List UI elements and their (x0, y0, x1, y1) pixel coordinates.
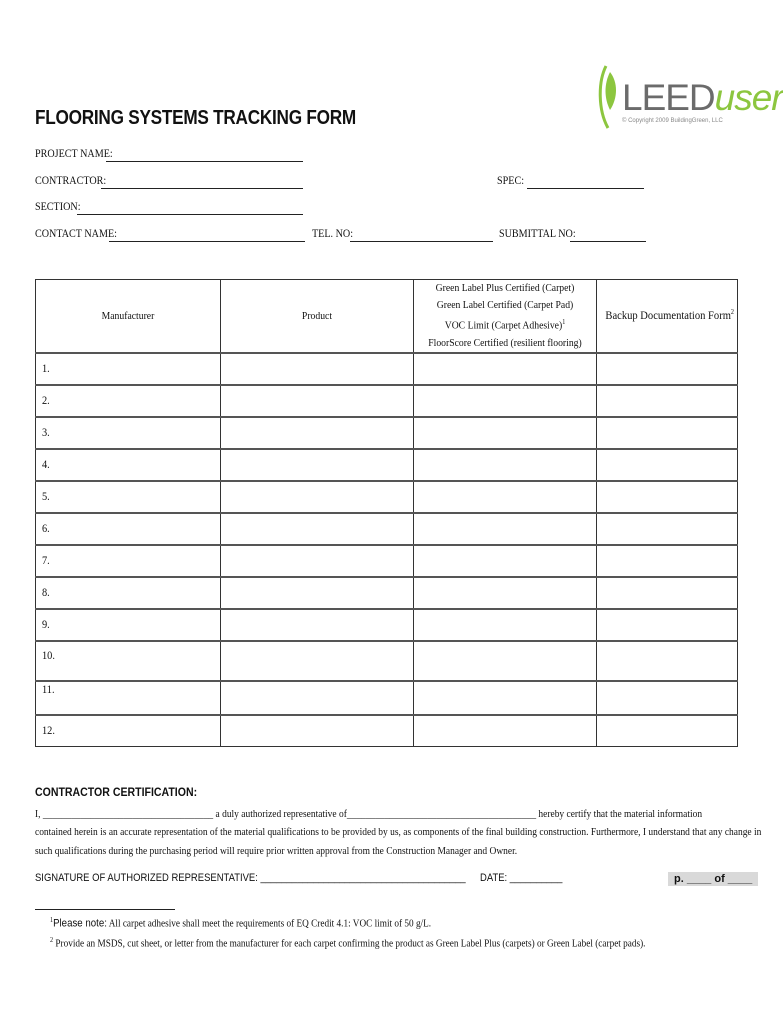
certification-heading: CONTRACTOR CERTIFICATION: (35, 785, 198, 799)
logo-brand-a: LEED (622, 77, 715, 118)
column-header-manufacturer: Manufacturer (36, 280, 221, 353)
contractor-label: CONTRACTOR: (35, 175, 107, 187)
contractor-field[interactable] (101, 188, 303, 189)
footnote-divider (35, 909, 175, 910)
date-field[interactable]: DATE: __________ (480, 872, 563, 884)
contact-name-field[interactable] (109, 241, 305, 242)
footnote-1: $^1$Please note: All carpet adhesive shall meet the requirements of EQ Credit 4.1: VOC limit of 50 g/L. (50, 916, 432, 930)
table-row: 4. (36, 449, 738, 481)
table-row: 5. (36, 481, 738, 513)
certification-line-2: contained herein is an accurate representation of the material qualifications to be provided by us, as components of the final building construction. Furthermore, I understand that any change in (35, 826, 762, 838)
table-row: 7. (36, 545, 738, 577)
table-row: 12. (36, 715, 738, 747)
spec-label: SPEC: (497, 175, 525, 187)
spec-field[interactable] (527, 188, 644, 189)
column-header-certification: Green Label Plus Certified (Carpet) Green Label Certified (Carpet Pad) VOC Limit (Carpet Adhesive)$^1$ FloorScore Certified (resilient flooring) (414, 280, 597, 353)
submittal-no-field[interactable] (570, 241, 646, 242)
column-header-backup-documentation: Backup Documentation Form$^2$ (597, 280, 738, 353)
project-name-label: PROJECT NAME: (35, 148, 113, 160)
table-row: 9. (36, 609, 738, 641)
certification-line-1: I, ____________________________________ a duly authorized representative of________________________________________ hereby certify that the material information (35, 808, 703, 820)
table-row: 10. (36, 641, 738, 681)
table-row: 2. (36, 385, 738, 417)
project-name-field[interactable] (106, 161, 303, 162)
section-label: SECTION: (35, 201, 81, 213)
tel-no-label: TEL. NO: (312, 228, 354, 240)
tel-no-field[interactable] (350, 241, 493, 242)
table-row: 3. (36, 417, 738, 449)
table-row: 6. (36, 513, 738, 545)
section-field[interactable] (77, 214, 303, 215)
submittal-no-label: SUBMITTAL NO: (499, 228, 576, 240)
logo-copyright: © Copyright 2009 BuildingGreen, LLC (622, 118, 723, 124)
table-row: 8. (36, 577, 738, 609)
signature-field[interactable]: SIGNATURE OF AUTHORIZED REPRESENTATIVE: _______________________________________ (35, 872, 466, 884)
footnote-2: $^2$ Provide an MSDS, cut sheet, or letter from the manufacturer for each carpet confirming the product as Green Label Plus (carpets) or Green Label (carpet pads). (50, 936, 646, 950)
leeduser-logo (622, 78, 783, 118)
logo-brand-b: user (714, 77, 783, 118)
column-header-product: Product (221, 280, 414, 353)
table-header-row (36, 280, 738, 353)
certification-line-3: such qualifications during the purchasing period will require prior written approval from the Construction Manager and Owner. (35, 845, 518, 857)
page-title: FLOORING SYSTEMS TRACKING FORM (35, 107, 356, 129)
table-row: 1. (36, 353, 738, 385)
flooring-table (35, 279, 738, 747)
contact-name-label: CONTACT NAME: (35, 228, 117, 240)
table-row: 11. (36, 681, 738, 715)
page-number-box: p. ____ of ____ (668, 872, 758, 886)
